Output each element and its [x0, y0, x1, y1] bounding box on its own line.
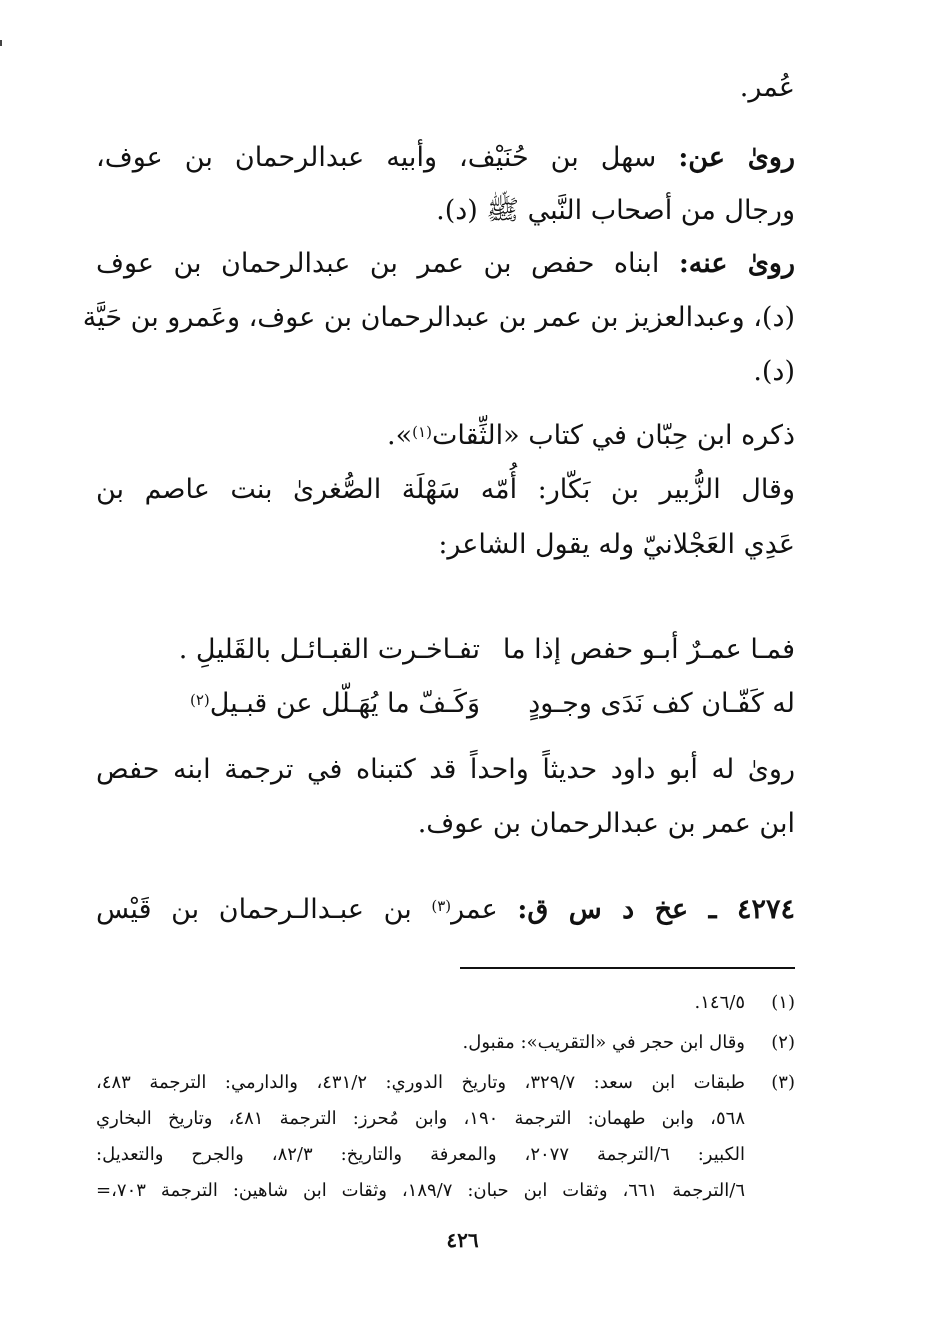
verse-2-first-hemistich-text: له كَفّـان كف نَدَى وجـودٍ — [528, 688, 795, 719]
footnote-ref-2: (٢) — [189, 691, 210, 709]
text-line-7 — [387, 418, 795, 454]
narrated-by-text: ابناه حفص بن عمر بن عبدالرحمان بن عوف — [96, 248, 679, 279]
text-line-5-content: (د)، وعبدالعزيز بن عمر بن عبدالرحمان بن عوف، وعَمرو بن حَيَّة — [82, 302, 795, 333]
text-line-8 — [96, 472, 795, 508]
verse-1-first-hemistich-text: فمـا عمـرٌ أبـو حفص إذا ما — [502, 634, 795, 665]
footnote-2-number: (٢) — [771, 1032, 795, 1053]
verse-1-first-hemistich — [503, 632, 795, 668]
text-line-6 — [753, 354, 795, 390]
text-line-5 — [82, 300, 795, 336]
footnote-3-number: (٣) — [771, 1072, 795, 1093]
page-number: ٤٢٦ — [446, 1228, 479, 1252]
text-line-9-content: عَدِي العَجْلانيّ وله يقول الشاعر: — [438, 529, 795, 560]
verse-1-second-hemistich-text: تفـاخـرت القبـائـل بالقَليلِ . — [178, 634, 480, 665]
text-line-10-content: روىٰ له أبو داود حديثاً واحداً قد كتبناه في ترجمة ابنه حفص — [96, 754, 795, 785]
text-line-8-content: وقال الزُّبير بن بَكّار: أُمّه سَهْلَة الصُّغرىٰ بنت عاصم بن — [96, 474, 795, 505]
entry-name-rest: بن عبـدالـرحمان بن قَيْس — [96, 894, 432, 925]
text-line-6-content: (د). — [753, 356, 795, 387]
text-line-11-content: ابن عمر بن عبدالرحمان بن عوف. — [417, 808, 795, 839]
entry-number: ٤٢٧٤ ـ عخ د س ق: — [517, 894, 795, 925]
ibn-hibban-text: ذكره ابن حِبّان في كتاب «الثِّقات — [431, 420, 795, 451]
entry-heading — [96, 892, 795, 928]
verse-2-first-hemistich — [528, 686, 795, 722]
text-line-3-content: ورجال من أصحاب النَّبي ﷺ (د). — [436, 195, 795, 226]
text-line-1-content: عُمر. — [739, 72, 795, 103]
footnote-2-text: وقال ابن حجر في «التقريب»: مقبول. — [462, 1032, 745, 1053]
footnote-separator — [460, 967, 795, 969]
text-line-11 — [418, 806, 795, 842]
footnote-3-line-3: الكبير: ٦/الترجمة ٢٠٧٧، والمعرفة والتاريخ: ٨٢/٣، والجرح والتعديل: — [96, 1144, 745, 1165]
text-line-10 — [96, 752, 795, 788]
footnote-ref-3: (٣) — [431, 897, 452, 915]
text-line-2 — [96, 140, 795, 176]
footnote-3-line-1: طبقات ابن سعد: ٣٢٩/٧، وتاريخ الدوري: ٤٣١/٢، والدارمي: الترجمة ٤٨٣، — [96, 1072, 745, 1093]
narrated-from-label: روىٰ عن: — [678, 142, 795, 173]
narrated-by-label: روىٰ عنه: — [678, 248, 796, 279]
text-line-9 — [438, 527, 795, 563]
text-line-3 — [436, 193, 795, 229]
narrated-from-text: سهل بن حُنَيْف، وأبيه عبدالرحمان بن عوف، — [96, 142, 679, 173]
verse-2-second-hemistich-text: وَكَـفّ ما يُهَـلّل عن قبـيل — [209, 688, 480, 719]
footnote-1-text: ١٤٦/٥. — [694, 992, 745, 1013]
text-line-1 — [740, 70, 795, 106]
footnote-3-line-4: ٦/الترجمة ٦٦١، وثقات ابن حبان: ١٨٩/٧، وثقات ابن شاهين: الترجمة ٧٠٣،= — [96, 1180, 745, 1201]
footnote-3-line-2: ٥٦٨، وابن طهمان: الترجمة ١٩٠، وابن مُحرز: الترجمة ٤٨١، وتاريخ البخاري — [96, 1108, 745, 1129]
text-line-4 — [96, 246, 795, 282]
footnote-ref-1: (١) — [412, 423, 432, 441]
ibn-hibban-text-end: ». — [387, 420, 413, 451]
verse-2-second-hemistich — [190, 686, 480, 722]
footnote-1-number: (١) — [771, 992, 795, 1013]
verse-1-second-hemistich — [179, 632, 480, 668]
entry-name: عمر — [451, 894, 518, 925]
scan-edge-mark — [0, 40, 2, 46]
